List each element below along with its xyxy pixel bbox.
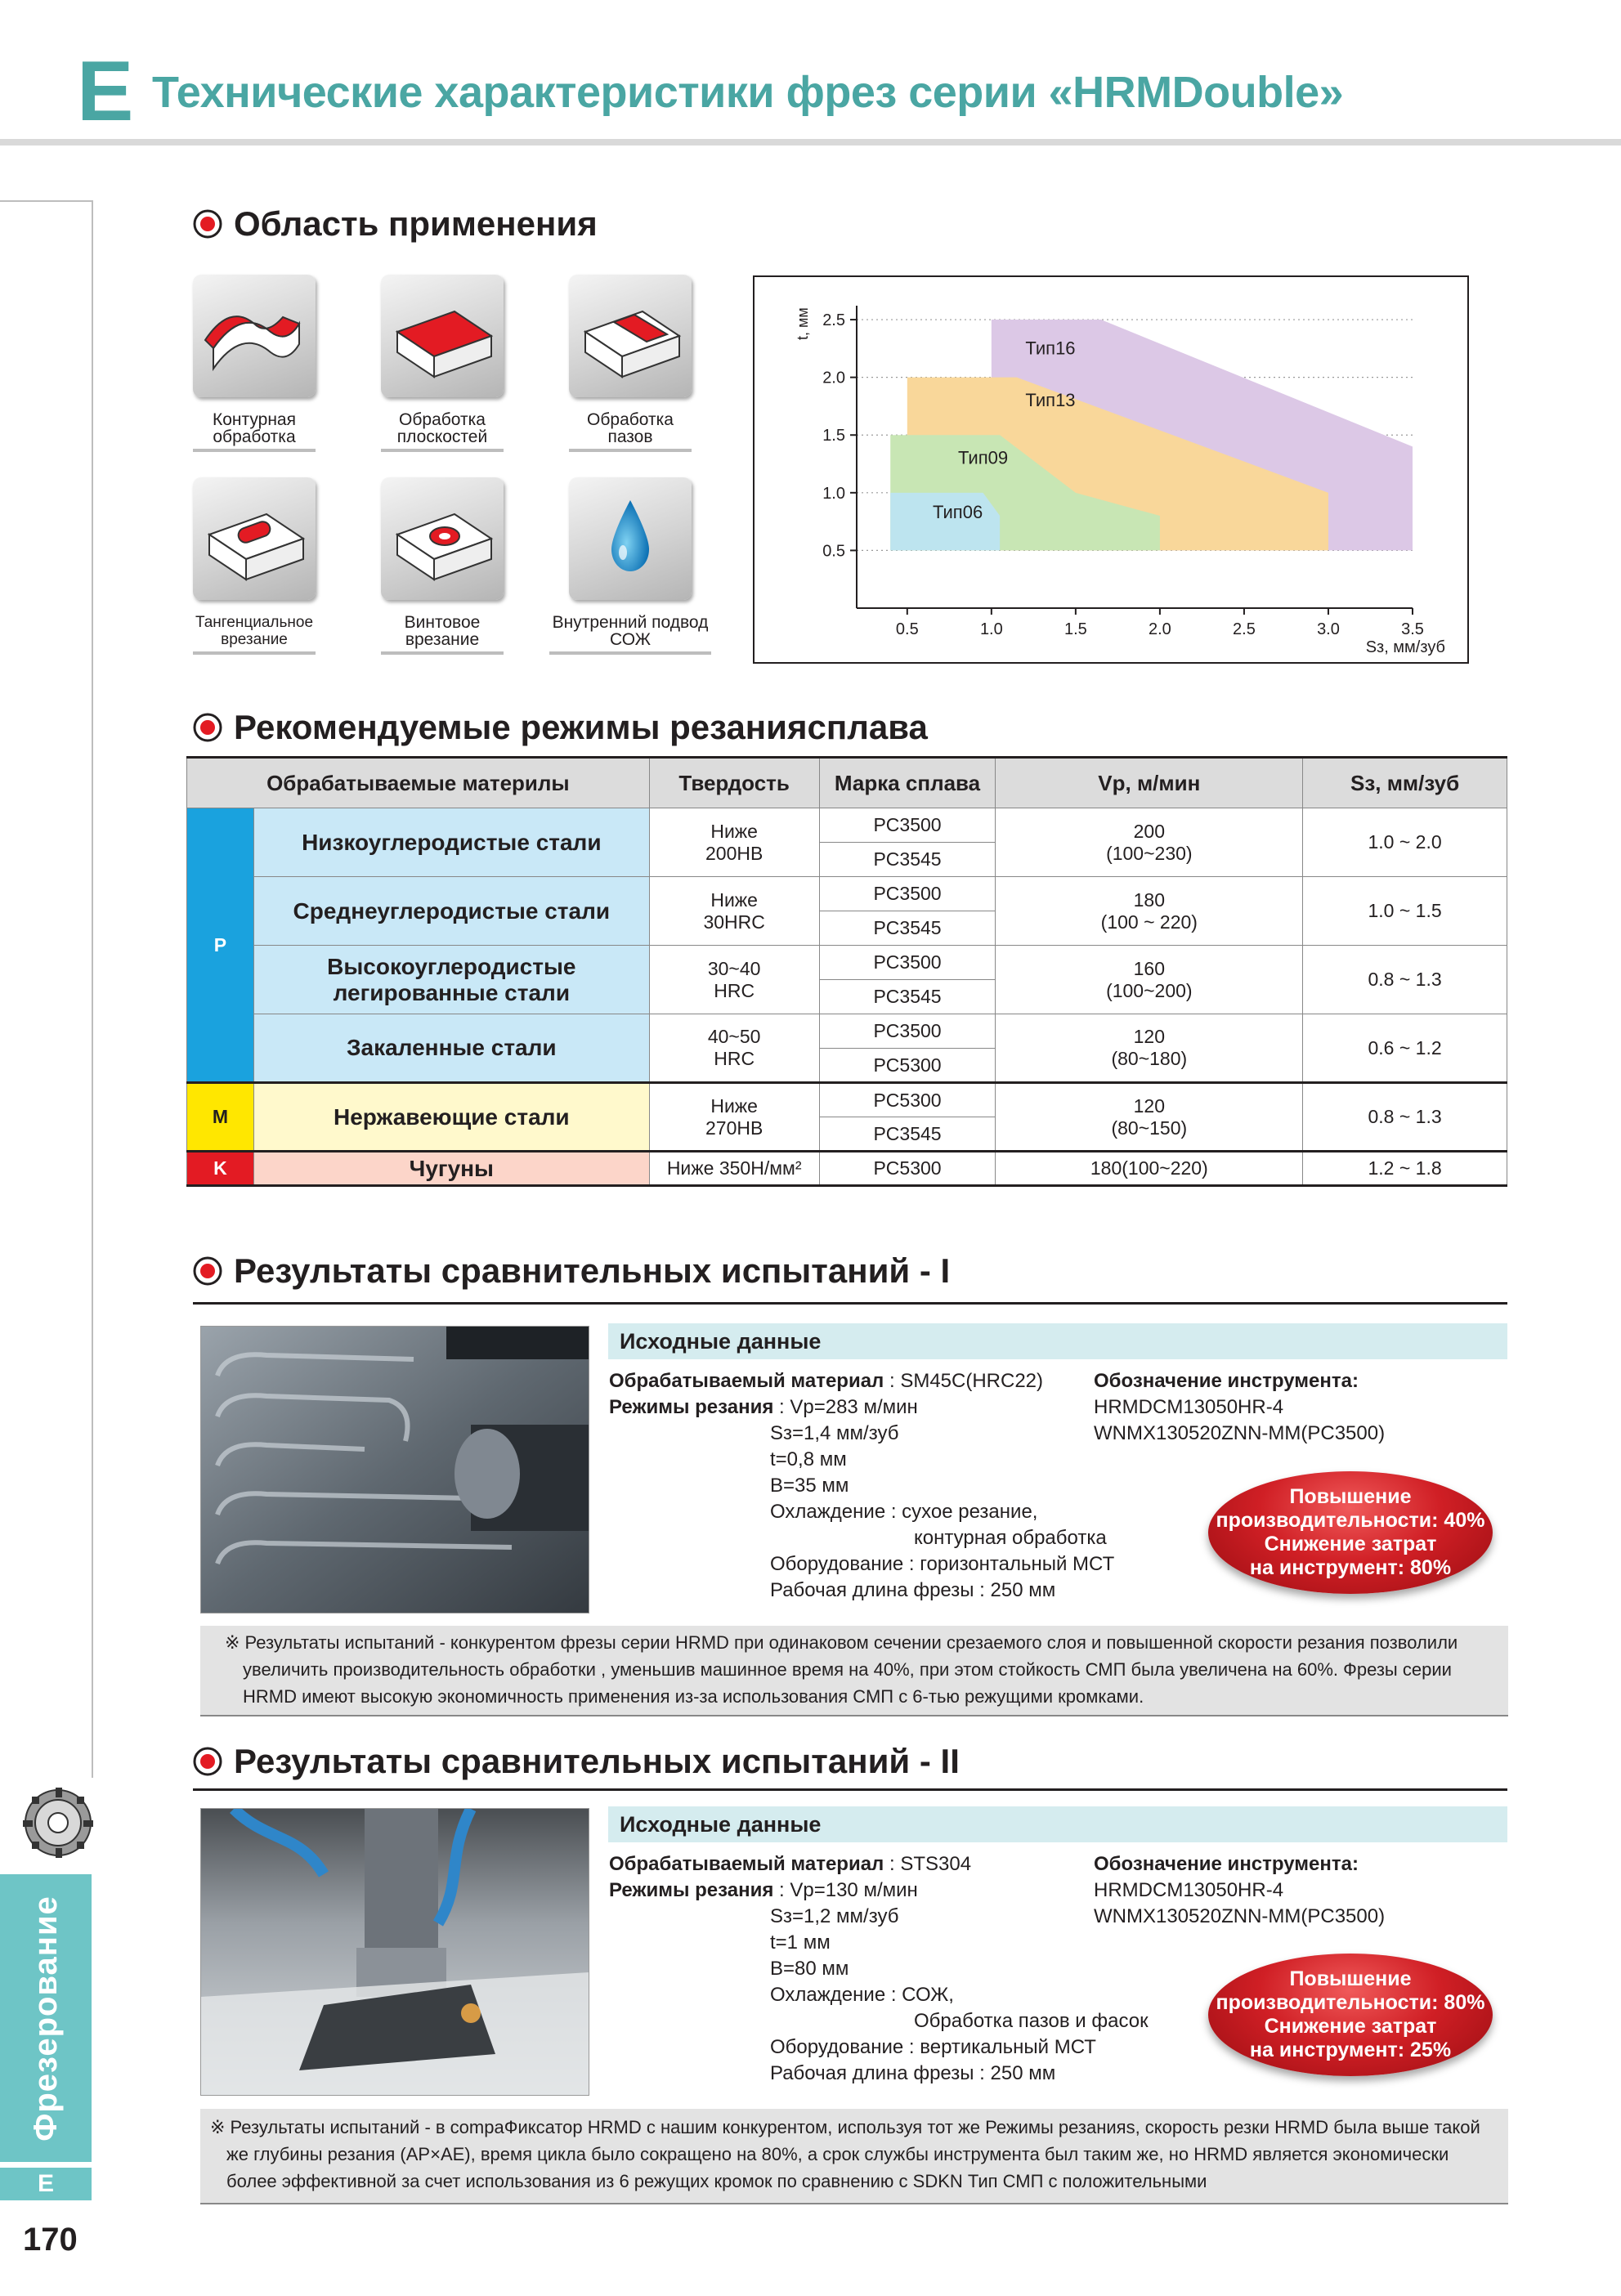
- sz-cell: 1.2 ~ 1.8: [1303, 1152, 1507, 1186]
- tool-label: Обозначение инструмента:: [1094, 1370, 1359, 1392]
- y-tick-label: 2.0: [822, 369, 845, 387]
- coolant-value-2: контурная обработка: [914, 1527, 1107, 1549]
- length-value: Рабочая длина фрезы : 250 мм: [770, 2062, 1056, 2084]
- tool-label: Обозначение инструмента:: [1094, 1853, 1359, 1875]
- hardness-cell: 30~40 HRC: [649, 946, 819, 1014]
- grade-cell: PC5300: [819, 1083, 996, 1117]
- test2-photo: [200, 1808, 589, 2096]
- x-tick-label: 2.5: [1233, 620, 1256, 638]
- equipment-value: Оборудование : горизонтальный МСТ: [770, 1553, 1115, 1575]
- chapter-letter: E: [77, 44, 134, 139]
- header-sz: Sз, мм/зуб: [1303, 758, 1507, 808]
- slot-milling-icon: [569, 275, 692, 397]
- y-tick-label: 1.5: [822, 427, 845, 445]
- grade-cell: PC3500: [819, 808, 996, 843]
- vp-value: : Vp=283 м/мин: [779, 1396, 918, 1418]
- y-axis-label: t, мм: [795, 307, 811, 340]
- section-bullet-icon: [193, 209, 222, 239]
- sz-cell: 0.8 ~ 1.3: [1303, 946, 1507, 1014]
- sz-cell: 1.0 ~ 1.5: [1303, 877, 1507, 946]
- vp-cell: 180(100~220): [996, 1152, 1303, 1186]
- length-value: Рабочая длина фрезы : 250 мм: [770, 1579, 1056, 1601]
- material-value: : SM45C(HRC22): [889, 1370, 1044, 1392]
- series-label: Тип06: [933, 501, 983, 522]
- application-label: Обработка плоскостей: [381, 411, 504, 452]
- test1-params: [609, 1368, 1114, 1604]
- test2-result-badge: Повышение производительности: 80% Снижение затрат на инструмент: 25%: [1208, 1954, 1493, 2076]
- tool-holder-value: HRMDCM13050HR-4: [1094, 1879, 1284, 1901]
- sidebar-rule: [92, 200, 93, 1778]
- section-rule: [193, 1302, 1507, 1305]
- x-tick-label: 1.0: [979, 620, 1003, 638]
- series-label: Тип13: [1025, 389, 1076, 410]
- t-value: t=1 мм: [770, 1931, 831, 1954]
- x-tick-label: 0.5: [895, 620, 919, 638]
- applications-heading: [193, 204, 598, 244]
- material-cell: Нержавеющие стали: [253, 1083, 649, 1152]
- hardness-cell: 40~50 HRC: [649, 1014, 819, 1083]
- page-number: 170: [23, 2222, 78, 2258]
- material-cell: Чугуны: [253, 1152, 649, 1186]
- header-vp: Vp, м/мин: [996, 758, 1303, 808]
- coolant-value-2: Обработка пазов и фасок: [914, 2010, 1149, 2032]
- header-rule: [0, 139, 1621, 145]
- test1-title: Результаты сравнительных испытаний - I: [234, 1251, 951, 1290]
- x-tick-label: 1.5: [1064, 620, 1087, 638]
- equipment-value: Оборудование : вертикальный МСТ: [770, 2036, 1096, 2058]
- sz-cell: 0.6 ~ 1.2: [1303, 1014, 1507, 1083]
- application-label: Винтовое врезание: [381, 614, 504, 655]
- sz-cell: 1.0 ~ 2.0: [1303, 808, 1507, 877]
- mode-label: Режимы резания: [609, 1396, 774, 1418]
- group-m-cell: M: [187, 1083, 254, 1152]
- x-tick-label: 3.5: [1401, 620, 1424, 638]
- helical-interpolation-icon: [381, 477, 504, 600]
- test1-tool: [1094, 1368, 1385, 1447]
- x-tick-label: 2.0: [1149, 620, 1171, 638]
- page-title: Технические характеристики фрез серии «HRMDouble»: [152, 68, 1344, 117]
- milling-cutter-icon: [21, 1786, 95, 1860]
- test1-heading: [193, 1251, 950, 1291]
- test2-params: [609, 1851, 1149, 2087]
- tool-insert-value: WNMX130520ZNN-MM(PC3500): [1094, 1422, 1386, 1444]
- section-rule: [193, 1788, 1507, 1791]
- hardness-cell: Ниже 30HRC: [649, 877, 819, 946]
- test2-box-title: Исходные данные: [608, 1806, 1507, 1842]
- recommended-title: Рекомендуемые режимы резаниясплава: [234, 708, 928, 746]
- grade-cell: PC5300: [819, 1049, 996, 1083]
- b-value: B=35 мм: [770, 1475, 849, 1497]
- cutting-range-chart: [753, 275, 1469, 664]
- series-label: Тип16: [1025, 338, 1076, 359]
- grade-cell: PC3500: [819, 1014, 996, 1049]
- application-label: Обработка пазов: [569, 411, 692, 452]
- tool-holder-value: HRMDCM13050HR-4: [1094, 1396, 1284, 1418]
- coolant-value: Охлаждение : сухое резание,: [770, 1501, 1038, 1523]
- test1-result-badge: Повышение производительности: 40% Снижение затрат на инструмент: 80%: [1208, 1471, 1493, 1594]
- section-bullet-icon: [193, 713, 222, 742]
- series-label: Тип09: [957, 447, 1009, 468]
- ramping-icon: [193, 477, 316, 600]
- y-tick-label: 0.5: [822, 542, 845, 561]
- grade-cell: PC3545: [819, 843, 996, 877]
- application-label: Внутренний подвод СОЖ: [549, 614, 711, 655]
- material-cell: Высокоуглеродистые легированные стали: [253, 946, 649, 1014]
- test2-note: ※ Результаты испытаний - в compaФиксатор HRMD с нашим конкурентом, используя тот же Режимы резанияs, скорость резки HRMD была выше такой же глубины резания (AP×AE), время цикла было сокращено на 80%, а срок службы инструмента был таким же, но HRMD является экономически более эффективной за счет использования из 6 режущих кромок по сравнению с SDKN Тип СМП с положительными: [200, 2109, 1508, 2204]
- grade-cell: PC3545: [819, 1117, 996, 1152]
- material-cell: Закаленные стали: [253, 1014, 649, 1083]
- application-label: Контурная обработка: [193, 411, 316, 452]
- material-value: : STS304: [889, 1853, 972, 1875]
- vp-cell: 160 (100~200): [996, 946, 1303, 1014]
- test2-title: Результаты сравнительных испытаний - II: [234, 1742, 960, 1780]
- vp-cell: 200 (100~230): [996, 808, 1303, 877]
- y-tick-label: 1.0: [822, 484, 845, 503]
- header-hardness: Твердость: [649, 758, 819, 808]
- material-label: Обрабатываемый материал: [609, 1853, 884, 1875]
- grade-cell: PC3545: [819, 911, 996, 946]
- test1-note: ※ Результаты испытаний - конкурентом фрезы серии HRMD при одинаковом сечении срезаемого слоя и повышенной скорости резания позволили увеличить производительность обработки , уменьшив машинное время на 40%, при этом стойкость СМП была увеличена на 60%. Фрезы серии HRMD имеют высокую экономичность применения из-за использования СМП с 6-тью режущими кромками.: [200, 1626, 1508, 1716]
- recommended-heading: [193, 708, 928, 747]
- coolant-drop-icon: [569, 477, 692, 600]
- x-tick-label: 3.0: [1317, 620, 1340, 638]
- b-value: B=80 мм: [770, 1958, 849, 1980]
- y-tick-label: 2.5: [822, 311, 845, 330]
- sidebar-top-rule: [0, 200, 92, 202]
- grade-cell: PC3500: [819, 946, 996, 980]
- contour-milling-icon: [193, 275, 316, 397]
- hardness-cell: Ниже 350Н/мм²: [649, 1152, 819, 1186]
- vp-cell: 120 (80~150): [996, 1083, 1303, 1152]
- test2-tool: [1094, 1851, 1385, 1930]
- group-k-cell: K: [187, 1152, 254, 1186]
- grade-cell: PC3500: [819, 877, 996, 911]
- sz-cell: 0.8 ~ 1.3: [1303, 1083, 1507, 1152]
- material-label: Обрабатываемый материал: [609, 1370, 884, 1392]
- header-material: Обрабатываемые материлы: [187, 758, 650, 808]
- cutting-modes-table: [186, 756, 1507, 1187]
- cutting-range-chart-svg: [755, 277, 1467, 662]
- material-cell: Низкоуглеродистые стали: [253, 808, 649, 877]
- t-value: t=0,8 мм: [770, 1448, 847, 1470]
- material-cell: Среднеуглеродистые стали: [253, 877, 649, 946]
- sidebar-tab-letter: E: [0, 2168, 92, 2200]
- test1-photo: [200, 1326, 589, 1613]
- header-grade: Марка сплава: [819, 758, 996, 808]
- test2-heading: [193, 1742, 960, 1781]
- section-bullet-icon: [193, 1256, 222, 1286]
- hardness-cell: Ниже 200HB: [649, 808, 819, 877]
- vp-value: : Vp=130 м/мин: [779, 1879, 918, 1901]
- x-axis-label: Sз, мм/зуб: [1365, 638, 1445, 656]
- face-milling-icon: [381, 275, 504, 397]
- grade-cell: PC5300: [819, 1152, 996, 1186]
- applications-title: Область применения: [234, 204, 598, 243]
- group-p-cell: P: [187, 808, 254, 1083]
- tool-insert-value: WNMX130520ZNN-MM(PC3500): [1094, 1905, 1386, 1927]
- sz-value: Sз=1,2 мм/зуб: [770, 1905, 899, 1927]
- sidebar-tab-label: Фрезерование: [27, 1895, 64, 2142]
- grade-cell: PC3545: [819, 980, 996, 1014]
- coolant-value: Охлаждение : СОЖ,: [770, 1984, 954, 2006]
- vp-cell: 180 (100 ~ 220): [996, 877, 1303, 946]
- vp-cell: 120 (80~180): [996, 1014, 1303, 1083]
- mode-label: Режимы резания: [609, 1879, 774, 1901]
- section-bullet-icon: [193, 1747, 222, 1776]
- sz-value: Sз=1,4 мм/зуб: [770, 1422, 899, 1444]
- test1-box-title: Исходные данные: [608, 1323, 1507, 1359]
- hardness-cell: Ниже 270HB: [649, 1083, 819, 1152]
- application-label: Тангенциальное врезание: [193, 614, 316, 655]
